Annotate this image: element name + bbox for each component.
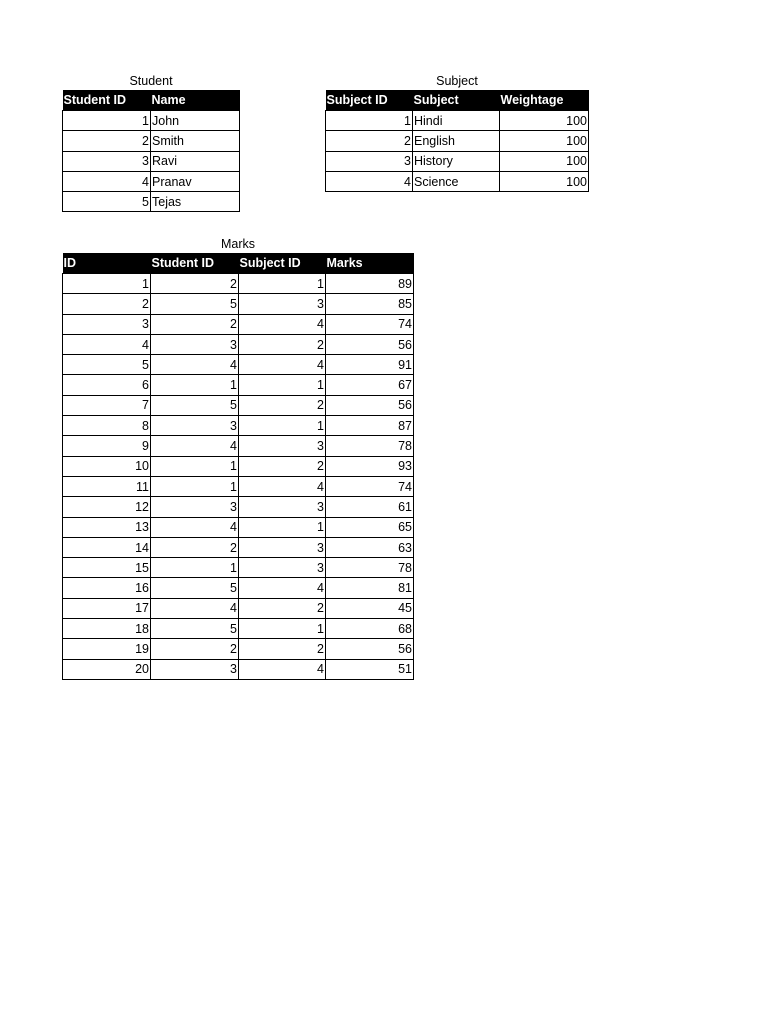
table-row <box>63 659 414 679</box>
table-cell[interactable]: 1 <box>151 456 239 476</box>
table-row <box>63 274 414 294</box>
table-cell[interactable]: 3 <box>326 151 413 171</box>
table-row <box>63 497 414 517</box>
table-cell[interactable]: 2 <box>239 334 326 354</box>
table-cell[interactable]: 56 <box>326 334 414 354</box>
table-cell[interactable]: 17 <box>63 598 151 618</box>
table-cell[interactable]: 2 <box>151 639 239 659</box>
table-cell[interactable]: 2 <box>151 314 239 334</box>
table-row <box>63 537 414 557</box>
subject-table-block <box>325 72 589 192</box>
table-cell[interactable]: 2 <box>151 537 239 557</box>
table-cell[interactable]: 3 <box>63 151 151 171</box>
table-row <box>63 375 414 395</box>
table-cell[interactable]: 91 <box>326 355 414 375</box>
table-row <box>63 436 414 456</box>
table-cell[interactable]: 1 <box>63 111 151 131</box>
table-cell[interactable]: 13 <box>63 517 151 537</box>
table-cell[interactable]: 10 <box>63 456 151 476</box>
table-cell[interactable]: 12 <box>63 497 151 517</box>
table-cell[interactable]: 56 <box>326 639 414 659</box>
table-cell[interactable]: 3 <box>151 416 239 436</box>
table-row <box>63 598 414 618</box>
table-cell[interactable]: 1 <box>63 274 151 294</box>
table-cell[interactable]: 2 <box>63 294 151 314</box>
table-cell[interactable]: 1 <box>151 476 239 496</box>
table-cell[interactable]: Smith <box>151 131 240 151</box>
table-cell[interactable]: Ravi <box>151 151 240 171</box>
table-cell[interactable]: 5 <box>151 619 239 639</box>
marks-table <box>62 253 414 680</box>
table-cell[interactable]: 2 <box>326 131 413 151</box>
table-row <box>63 476 414 496</box>
table-cell[interactable]: 6 <box>63 375 151 395</box>
table-cell[interactable]: 2 <box>239 395 326 415</box>
table-cell[interactable]: 5 <box>151 578 239 598</box>
table-row <box>63 171 240 191</box>
table-cell[interactable]: 4 <box>151 517 239 537</box>
column-header[interactable]: Subject <box>413 90 500 111</box>
table-cell[interactable]: 56 <box>326 395 414 415</box>
table-row <box>63 558 414 578</box>
table-cell[interactable]: 85 <box>326 294 414 314</box>
table-row <box>326 131 589 151</box>
table-row <box>326 151 589 171</box>
table-cell[interactable]: 1 <box>239 375 326 395</box>
column-header[interactable]: Subject ID <box>326 90 413 111</box>
table-cell[interactable]: 9 <box>63 436 151 456</box>
column-header[interactable]: Name <box>151 90 240 111</box>
table-cell[interactable]: 4 <box>63 334 151 354</box>
table-cell[interactable]: 19 <box>63 639 151 659</box>
table-row <box>63 314 414 334</box>
table-cell[interactable]: 3 <box>239 558 326 578</box>
subject-table-body <box>326 111 589 192</box>
table-cell[interactable]: 5 <box>151 294 239 314</box>
table-row <box>63 111 240 131</box>
table-row <box>63 294 414 314</box>
column-header[interactable]: Weightage <box>500 90 589 111</box>
table-cell[interactable]: 4 <box>63 171 151 191</box>
table-cell[interactable]: 93 <box>326 456 414 476</box>
table-row <box>63 456 414 476</box>
table-row <box>63 151 240 171</box>
table-cell[interactable]: 4 <box>326 171 413 191</box>
table-cell[interactable]: 89 <box>326 274 414 294</box>
table-row <box>326 171 589 191</box>
student-table-block <box>62 72 240 212</box>
column-header[interactable]: Subject ID <box>239 253 326 274</box>
column-header[interactable]: Student ID <box>151 253 239 274</box>
table-cell[interactable]: 18 <box>63 619 151 639</box>
table-cell[interactable]: 1 <box>151 375 239 395</box>
table-cell[interactable]: 8 <box>63 416 151 436</box>
table-cell[interactable]: 45 <box>326 598 414 618</box>
table-cell[interactable]: 4 <box>239 578 326 598</box>
table-cell[interactable]: English <box>413 131 500 151</box>
table-cell[interactable]: 100 <box>500 111 589 131</box>
table-cell[interactable]: 4 <box>239 314 326 334</box>
table-cell[interactable]: 3 <box>239 497 326 517</box>
table-cell[interactable]: 4 <box>239 355 326 375</box>
table-cell[interactable]: 65 <box>326 517 414 537</box>
table-cell[interactable]: 5 <box>63 355 151 375</box>
table-row <box>63 192 240 212</box>
table-cell[interactable]: 81 <box>326 578 414 598</box>
student-header-row <box>63 90 240 111</box>
table-row <box>63 578 414 598</box>
table-cell[interactable]: 3 <box>239 436 326 456</box>
table-cell[interactable]: 3 <box>239 294 326 314</box>
table-cell[interactable]: 74 <box>326 314 414 334</box>
marks-header-row <box>63 253 414 274</box>
table-cell[interactable]: Tejas <box>151 192 240 212</box>
table-cell[interactable]: 3 <box>239 537 326 557</box>
table-cell[interactable]: 5 <box>151 395 239 415</box>
subject-table-caption: Subject <box>436 74 478 88</box>
table-cell[interactable]: 14 <box>63 537 151 557</box>
marks-table-caption: Marks <box>220 237 256 251</box>
student-table <box>62 90 240 212</box>
table-row <box>63 334 414 354</box>
table-cell[interactable]: 1 <box>239 619 326 639</box>
table-cell[interactable]: 1 <box>239 274 326 294</box>
table-cell[interactable]: 78 <box>326 558 414 578</box>
table-cell[interactable]: 4 <box>239 476 326 496</box>
table-row <box>63 355 414 375</box>
table-cell[interactable]: 3 <box>63 314 151 334</box>
marks-table-body <box>63 274 414 680</box>
table-cell[interactable]: 2 <box>239 598 326 618</box>
table-cell[interactable]: 1 <box>151 558 239 578</box>
table-cell[interactable]: 4 <box>151 436 239 456</box>
table-cell[interactable]: 1 <box>326 111 413 131</box>
marks-table-block <box>62 235 414 680</box>
subject-header-row <box>326 90 589 111</box>
table-cell[interactable]: Science <box>413 171 500 191</box>
table-cell[interactable]: 4 <box>151 598 239 618</box>
table-cell[interactable]: 2 <box>151 274 239 294</box>
column-header[interactable]: Student ID <box>63 90 151 111</box>
table-cell[interactable]: 3 <box>151 659 239 679</box>
table-cell[interactable]: 3 <box>151 334 239 354</box>
table-row <box>63 395 414 415</box>
table-row <box>63 416 414 436</box>
table-cell[interactable]: John <box>151 111 240 131</box>
table-cell[interactable]: 2 <box>63 131 151 151</box>
table-cell[interactable]: 63 <box>326 537 414 557</box>
table-cell[interactable]: 3 <box>151 497 239 517</box>
table-cell[interactable]: 15 <box>63 558 151 578</box>
table-row <box>63 619 414 639</box>
table-cell[interactable]: 4 <box>239 659 326 679</box>
subject-table <box>325 90 589 192</box>
table-cell[interactable]: 5 <box>63 192 151 212</box>
table-cell[interactable]: 61 <box>326 497 414 517</box>
table-cell[interactable]: 78 <box>326 436 414 456</box>
table-cell[interactable]: 1 <box>239 416 326 436</box>
student-table-caption: Student <box>129 74 173 88</box>
table-cell[interactable]: 100 <box>500 151 589 171</box>
table-cell[interactable]: 67 <box>326 375 414 395</box>
table-cell[interactable]: Pranav <box>151 171 240 191</box>
table-cell[interactable]: Hindi <box>413 111 500 131</box>
table-cell[interactable]: 100 <box>500 131 589 151</box>
table-cell[interactable]: 4 <box>151 355 239 375</box>
table-row <box>326 111 589 131</box>
table-row <box>63 517 414 537</box>
table-cell[interactable]: 51 <box>326 659 414 679</box>
table-row <box>63 131 240 151</box>
table-cell[interactable]: 1 <box>239 517 326 537</box>
table-cell[interactable]: 2 <box>239 456 326 476</box>
table-row <box>63 639 414 659</box>
column-header[interactable]: ID <box>63 253 151 274</box>
table-cell[interactable]: 87 <box>326 416 414 436</box>
table-cell[interactable]: 11 <box>63 476 151 496</box>
table-cell[interactable]: 7 <box>63 395 151 415</box>
column-header[interactable]: Marks <box>326 253 414 274</box>
table-cell[interactable]: 74 <box>326 476 414 496</box>
table-cell[interactable]: 2 <box>239 639 326 659</box>
table-cell[interactable]: 16 <box>63 578 151 598</box>
student-table-body <box>63 111 240 212</box>
table-cell[interactable]: 68 <box>326 619 414 639</box>
table-cell[interactable]: 100 <box>500 171 589 191</box>
table-cell[interactable]: 20 <box>63 659 151 679</box>
table-cell[interactable]: History <box>413 151 500 171</box>
